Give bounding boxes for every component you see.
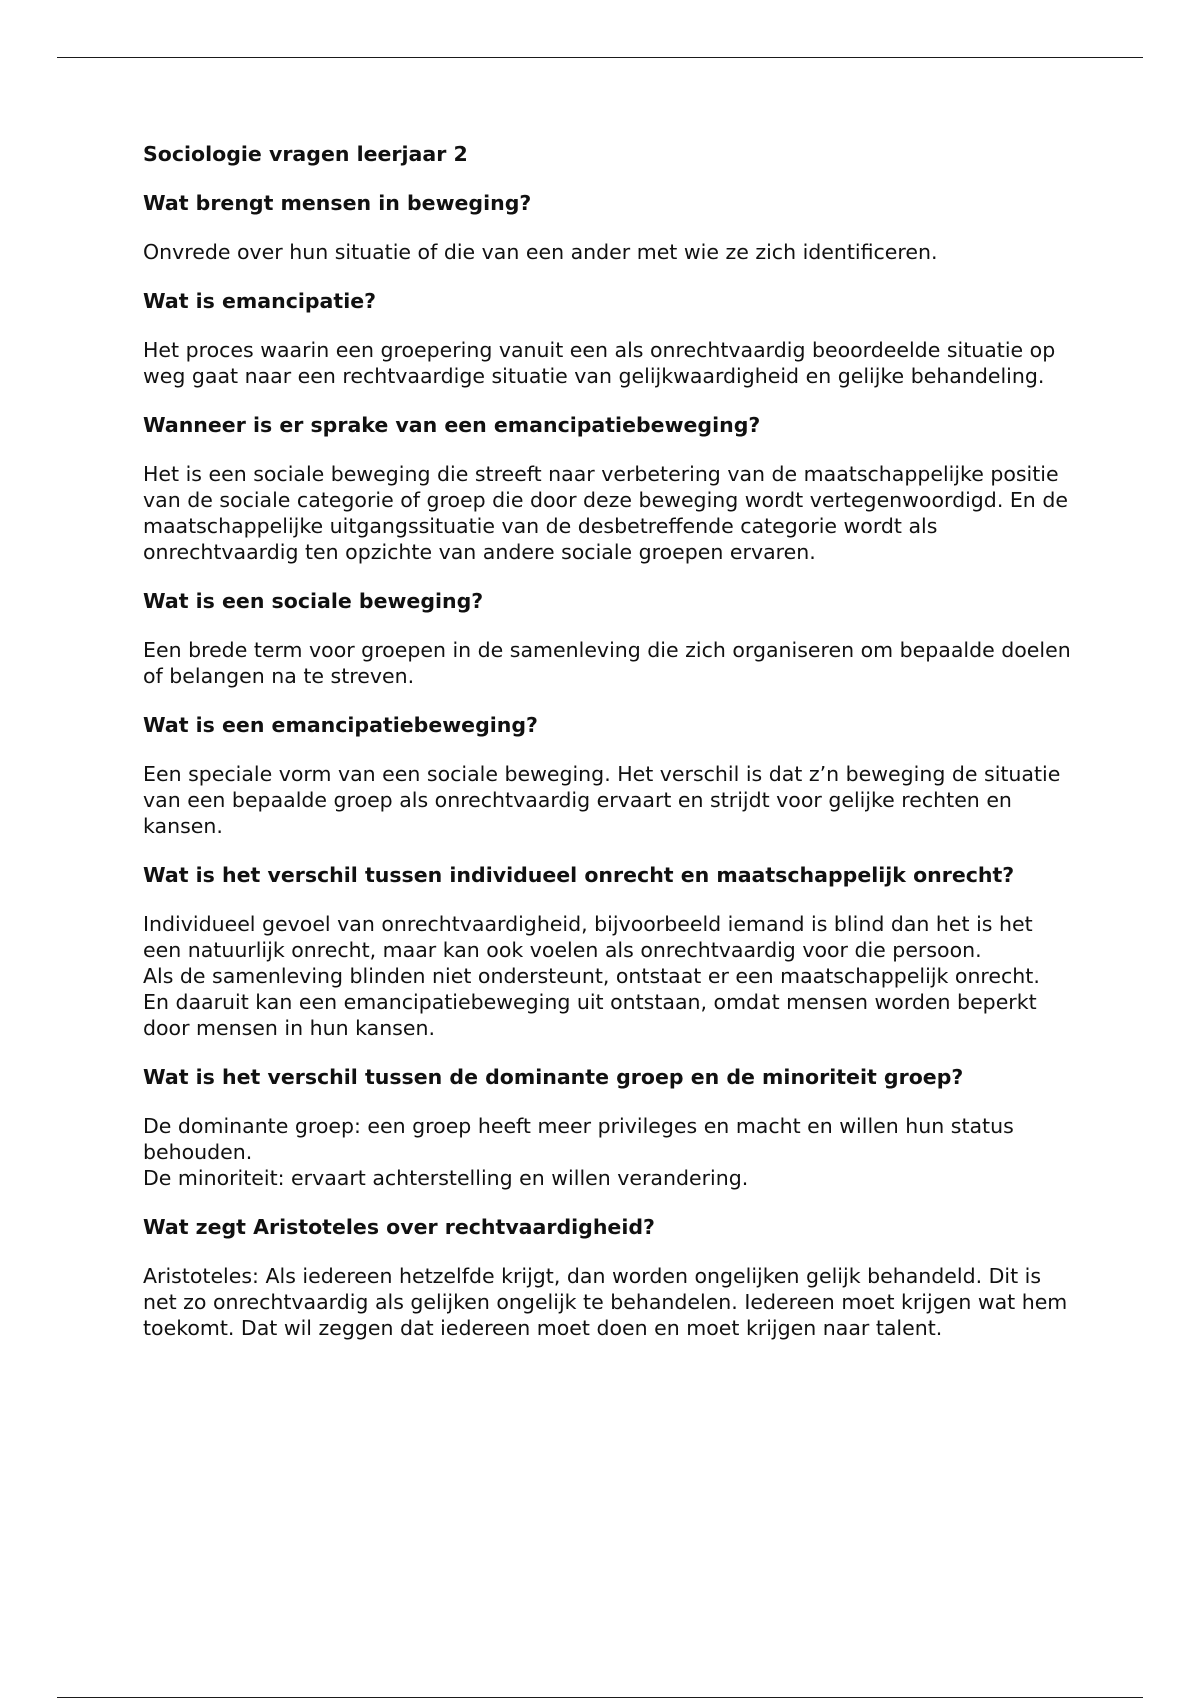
answer-text [143, 637, 1073, 689]
qa-section [143, 412, 1073, 565]
answer-text [143, 337, 1073, 389]
qa-section [143, 862, 1073, 1041]
answer-text [143, 911, 1073, 1041]
answer-text [143, 1113, 1073, 1191]
question-heading: Wat brengt mensen in beweging? [143, 191, 532, 215]
question-heading: Wat is een emancipatiebeweging? [143, 713, 538, 737]
top-rule [57, 57, 1143, 58]
qa-section [143, 588, 1073, 689]
answer-paragraph: Een brede term voor groepen in de samenleving die zich organiseren om bepaalde doelen of belangen na te streven. [143, 638, 1071, 688]
answer-paragraph: De dominante groep: een groep heeft meer privileges en macht en willen hun status behouden. [143, 1114, 1014, 1164]
answer-text [143, 761, 1073, 839]
question-heading: Wat is het verschil tussen de dominante groep en de minoriteit groep? [143, 1065, 964, 1089]
question-heading: Wanneer is er sprake van een emancipatiebeweging? [143, 413, 761, 437]
answer-paragraph: De minoriteit: ervaart achterstelling en willen verandering. [143, 1166, 749, 1190]
answer-text [143, 1263, 1073, 1341]
answer-paragraph: Het proces waarin een groepering vanuit een als onrechtvaardig beoordeelde situatie op weg gaat naar een rechtvaardige situatie van gelijkwaardigheid en gelijke behandeling. [143, 338, 1056, 388]
document-title: Sociologie vragen leerjaar 2 [143, 142, 468, 166]
qa-section [143, 288, 1073, 389]
answer-paragraph: Een speciale vorm van een sociale beweging. Het verschil is dat z’n beweging de situatie van een bepaalde groep als onrechtvaardig ervaart en strijdt voor gelijke rechten en kansen. [143, 762, 1061, 838]
question-heading: Wat is emancipatie? [143, 289, 377, 313]
qa-section [143, 712, 1073, 839]
answer-paragraph: Individueel gevoel van onrechtvaardigheid, bijvoorbeeld iemand is blind dan het is het een natuurlijk onrecht, maar kan ook voelen als onrechtvaardig voor die persoon. [143, 912, 1033, 962]
answer-text [143, 239, 1073, 265]
qa-section [143, 1064, 1073, 1191]
question-heading: Wat is een sociale beweging? [143, 589, 484, 613]
answer-paragraph: Als de samenleving blinden niet ondersteunt, ontstaat er een maatschappelijk onrecht. [143, 964, 1040, 988]
question-heading: Wat zegt Aristoteles over rechtvaardigheid? [143, 1215, 655, 1239]
answer-paragraph: Aristoteles: Als iedereen hetzelfde krijgt, dan worden ongelijken gelijk behandeld. Dit is net zo onrechtvaardig als gelijken ongelijk te behandelen. Iedereen moet krijgen wat hem toekomt. Dat wil zeggen dat iedereen moet doen en moet krijgen naar talent. [143, 1264, 1068, 1340]
question-heading: Wat is het verschil tussen individueel onrecht en maatschappelijk onrecht? [143, 863, 1015, 887]
answer-paragraph: En daaruit kan een emancipatiebeweging uit ontstaan, omdat mensen worden beperkt door mensen in hun kansen. [143, 990, 1037, 1040]
answer-paragraph: Onvrede over hun situatie of die van een ander met wie ze zich identificeren. [143, 240, 938, 264]
answer-paragraph: Het is een sociale beweging die streeft naar verbetering van de maatschappelijke positie van de sociale categorie of groep die door deze beweging wordt vertegenwoordigd. En de maatschappelijke uitgangssituatie van de desbetreffende categorie wordt als onrechtvaardig ten opzichte van andere sociale groepen ervaren. [143, 462, 1068, 564]
answer-text [143, 461, 1073, 565]
qa-section [143, 190, 1073, 265]
document-body [143, 141, 1073, 1364]
bottom-rule [57, 1697, 1143, 1698]
qa-section [143, 1214, 1073, 1341]
